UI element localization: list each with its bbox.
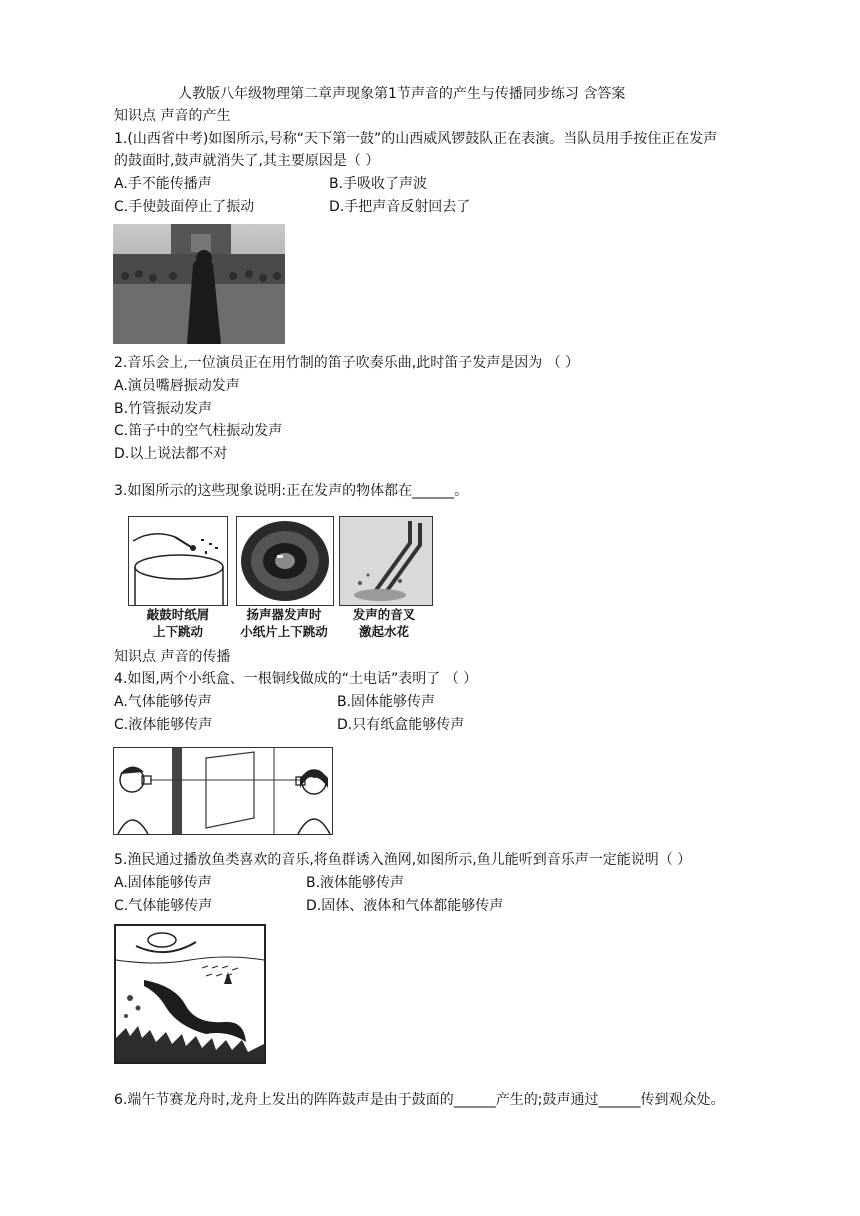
fishing-net-figure	[114, 924, 266, 1064]
option-c: C.气体能够传声	[114, 898, 213, 914]
option-d: D.固体、液体和气体都能够传声	[306, 898, 504, 914]
option-a: A.演员嘴唇振动发声	[114, 378, 240, 394]
option-d: D.只有纸盒能够传声	[337, 717, 465, 733]
section-heading-2: 知识点 声音的传播	[114, 649, 231, 665]
section-heading-1: 知识点 声音的产生	[114, 108, 231, 124]
drum-team-photo	[113, 224, 285, 344]
figure-caption: 敲鼓时纸屑 上下跳动	[146, 607, 210, 639]
option-c: C.手使鼓面停止了振动	[114, 199, 255, 215]
option-a: A.气体能够传声	[114, 694, 212, 710]
question-stem: 2.音乐会上,一位演员正在用竹制的笛子吹奏乐曲,此时笛子发声是因为 （ ）	[114, 355, 580, 371]
option-a: A.手不能传播声	[114, 176, 212, 192]
question-stem: 3.如图所示的这些现象说明:正在发声的物体都在______。	[114, 483, 469, 499]
figure-caption: 扬声器发声时 小纸片上下跳动	[240, 607, 328, 639]
option-a: A.固体能够传声	[114, 875, 212, 891]
question-stem: 5.渔民通过播放鱼类喜欢的音乐,将鱼群诱入渔网,如图所示,鱼儿能听到音乐声一定能说明（ ）	[114, 852, 692, 868]
question-stem: 的鼓面时,鼓声就消失了,其主要原因是（ ）	[114, 153, 380, 169]
speaker-figure	[236, 516, 334, 606]
figure-caption: 发声的音叉 激起水花	[352, 607, 416, 639]
tuning-fork-figure	[339, 516, 433, 606]
page-title: 人教版八年级物理第二章声现象第1节声音的产生与传播同步练习 含答案	[178, 86, 626, 102]
option-d: D.以上说法都不对	[114, 446, 228, 462]
option-c: C.笛子中的空气柱振动发声	[114, 423, 283, 439]
option-b: B.液体能够传声	[306, 875, 405, 891]
option-c: C.液体能够传声	[114, 717, 213, 733]
drum-paper-figure	[128, 516, 228, 606]
option-b: B.固体能够传声	[337, 694, 436, 710]
question-stem: 6.端午节赛龙舟时,龙舟上发出的阵阵鼓声是由于鼓面的______产生的;鼓声通过______传到观众处。	[114, 1092, 725, 1108]
option-b: B.竹管振动发声	[114, 401, 213, 417]
option-b: B.手吸收了声波	[329, 176, 428, 192]
question-stem: 4.如图,两个小纸盒、一根铜线做成的“土电话”表明了 （ ）	[114, 671, 478, 687]
option-d: D.手把声音反射回去了	[329, 199, 471, 215]
question-stem: 1.(山西省中考)如图所示,号称“天下第一鼓”的山西威风锣鼓队正在表演。当队员用手按住正在发声	[114, 131, 718, 147]
string-telephone-figure	[113, 747, 333, 835]
